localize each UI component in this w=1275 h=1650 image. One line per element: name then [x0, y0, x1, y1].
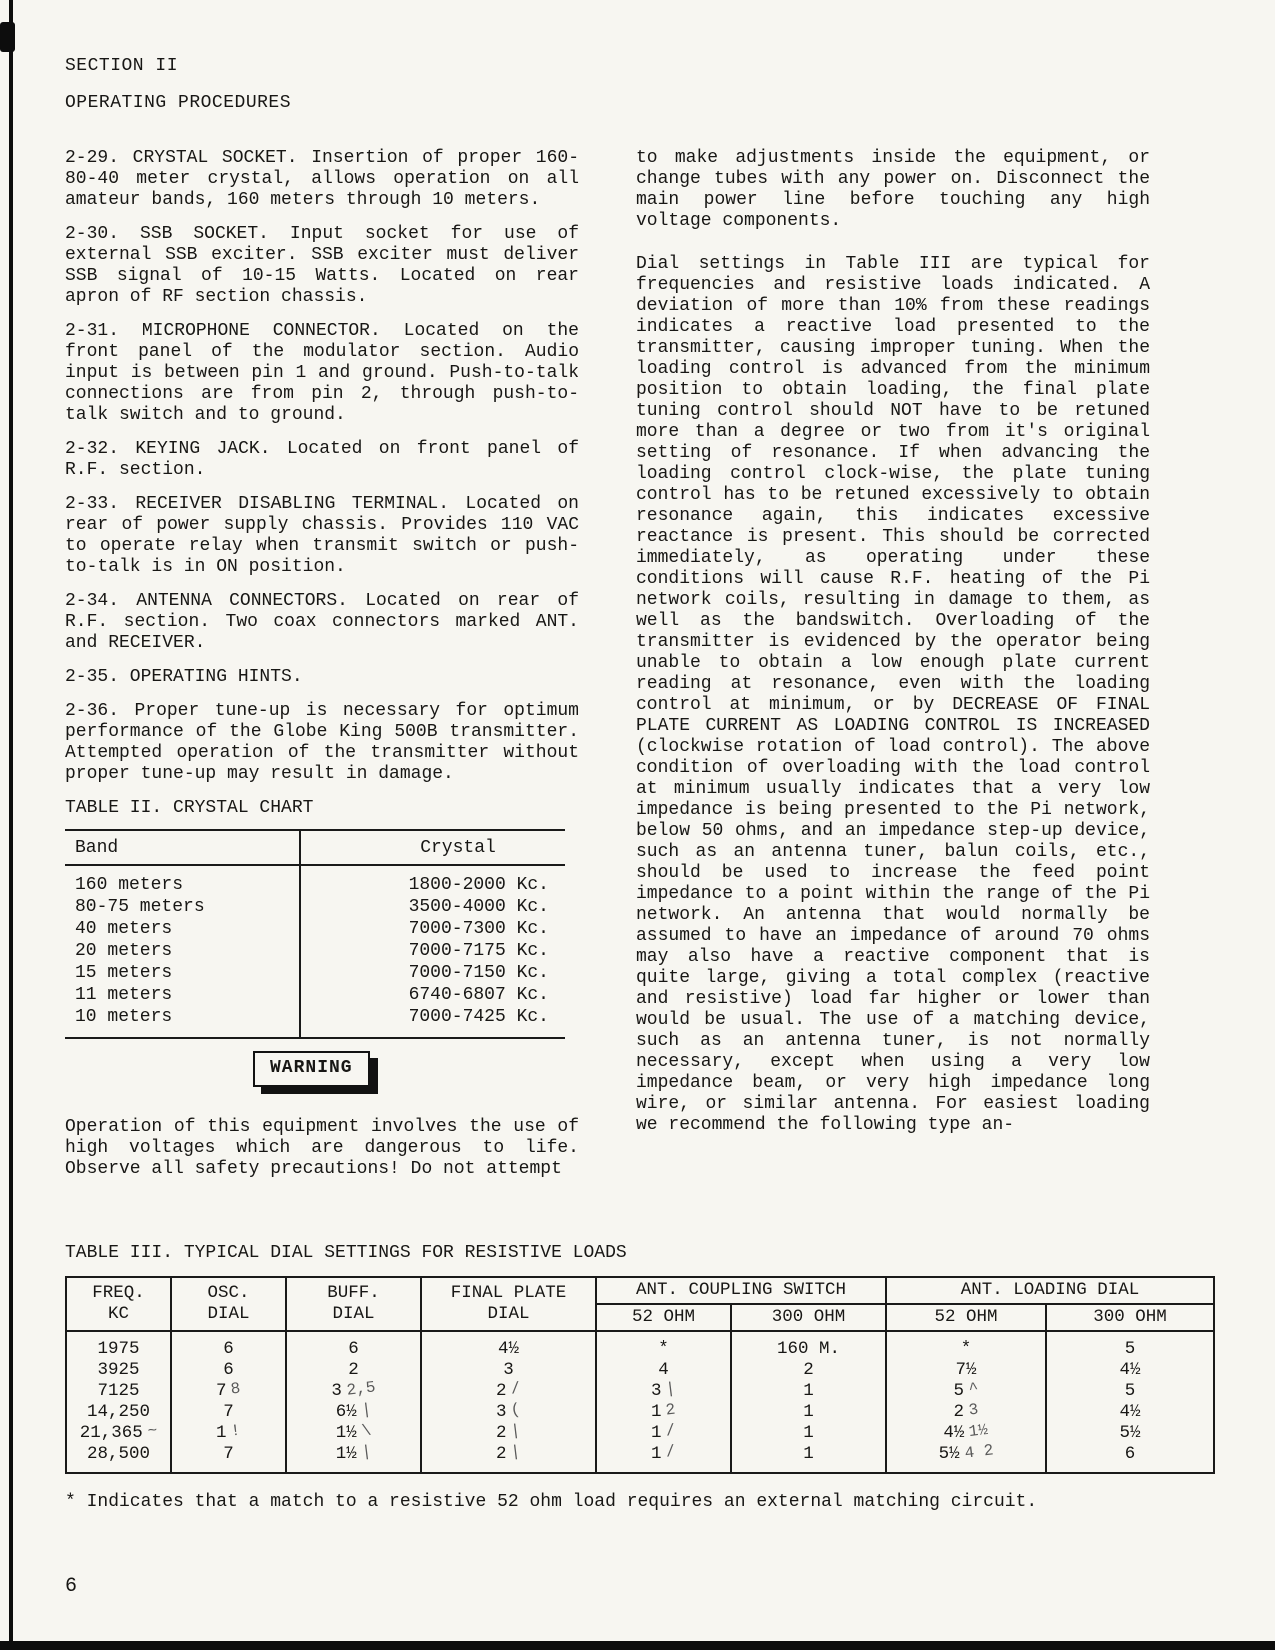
table-cell	[886, 1420, 1046, 1444]
typed-value: 1½	[335, 1444, 357, 1464]
table-cell	[886, 1402, 1046, 1423]
table-cell: 1	[731, 1381, 886, 1402]
paragraph: 2-36. Proper tune-up is necessary for optimum performance of the Globe King 500B transmitter. Attempted operation of the transmitter without proper tune-up may result in damage.	[65, 701, 579, 784]
handwritten-note: 8	[230, 1379, 242, 1399]
table-cell	[286, 1444, 421, 1473]
header-text: BUFF.	[327, 1283, 380, 1303]
col-header-osc	[171, 1277, 286, 1331]
table-cell: 3925	[66, 1360, 171, 1381]
paragraph: 2-34. ANTENNA CONNECTORS. Located on rear of R.F. section. Two coax connectors marked ANT. and RECEIVER.	[65, 591, 579, 653]
typed-value: 4½	[943, 1423, 965, 1443]
warning-container	[65, 1051, 579, 1103]
typed-value: 6½	[335, 1402, 357, 1422]
table-row	[66, 1331, 1214, 1360]
typed-value: 2	[953, 1402, 964, 1422]
section-title: SECTION II	[65, 56, 179, 76]
table-row	[65, 896, 565, 918]
paragraph: 2-30. SSB SOCKET. Input socket for use of external SSB exciter. SSB exciter must deliver SSB signal of 10-15 Watts. Located on rear apron of RF section chassis.	[65, 224, 579, 307]
table-cell: 7	[171, 1444, 286, 1473]
table-cell: 5	[1046, 1381, 1214, 1402]
table-cell	[596, 1444, 731, 1473]
table-cell: 5	[1046, 1331, 1214, 1360]
table-cell: *	[886, 1331, 1046, 1360]
handwritten-note: |	[360, 1442, 373, 1462]
bottom-section	[65, 1243, 1213, 1598]
table-row	[65, 962, 565, 984]
col-header-final-plate	[421, 1277, 596, 1331]
table-cell: 7125	[66, 1381, 171, 1402]
handwritten-note: /	[510, 1379, 522, 1399]
table-cell	[286, 1402, 421, 1423]
warning-label: WARNING	[270, 1058, 353, 1078]
handwritten-note: ^	[967, 1379, 980, 1399]
typed-value: 5½	[938, 1444, 960, 1464]
table-cell: 6	[171, 1331, 286, 1360]
handwritten-note: 2	[665, 1400, 677, 1420]
handwritten-note: 3	[967, 1400, 980, 1420]
table2-header-row	[65, 830, 565, 865]
scan-artifact-bottom-edge	[0, 1641, 1275, 1650]
subheader-loading-52ohm: 52 OHM	[886, 1304, 1046, 1331]
handwritten-note: \	[360, 1421, 373, 1441]
paragraph: 2-31. MICROPHONE CONNECTOR. Located on the front panel of the modulator section. Audio input is between pin 1 and ground. Push-to-talk connections are from pin 2, through push-to-talk switch and to ground.	[65, 321, 579, 425]
table-cell: 6	[286, 1331, 421, 1360]
table-cell: 2	[286, 1360, 421, 1381]
document-header	[65, 56, 1213, 114]
typed-value: 1½	[335, 1423, 357, 1443]
col-header-ant-coupling: ANT. COUPLING SWITCH	[596, 1277, 886, 1304]
table-cell: 7	[171, 1402, 286, 1423]
table-cell	[66, 1423, 171, 1444]
typed-value: 3	[650, 1381, 662, 1401]
paragraph: 2-35. OPERATING HINTS.	[65, 667, 303, 687]
table-cell: 10 meters	[65, 1006, 300, 1038]
left-column	[65, 148, 579, 1193]
typed-value: 1	[650, 1423, 662, 1443]
paragraph: 2-33. RECEIVER DISABLING TERMINAL. Located on rear of power supply chassis. Provides 110 VAC to operate relay when transmit switch or push-to-talk is in ON position.	[65, 494, 579, 577]
table-cell	[421, 1423, 596, 1444]
table-cell: 1800-2000 Kc.	[408, 875, 549, 895]
typed-value: 1	[650, 1402, 662, 1422]
paragraph: Dial settings in Table III are typical for frequencies and resistive loads indicated. A deviation of more than 10% from these readings indicates a reactive load presented to the transmitter, causing improper tuning. When the loading control is advanced from the minimum position to obtain loading, the final plate tuning control should NOT have to be retuned more than a degree or two from it's original setting of resonance. If when advancing the loading control clock-wise, the plate tuning control has to be retuned excessively to obtain resonance again, this indicates excessive reactance is present. This should be corrected immediately, as operating under these conditions will cause R.F. heating of the Pi network coils, resulting in damage to them, as well as the bandswitch. Overloading of the transmitter is evidenced by the operator being unable to obtain a low enough plate current reading at resonance, even with the loading control at minimum, or by DECREASE OF FINAL PLATE CURRENT AS LOADING CONTROL IS INCREASED (clockwise rotation of load control). The above condition of overloading with the load control at minimum usually indicates that a very low impedance is being presented to the Pi network, below 50 ohms, and an impedance step-up device, such as an antenna tuner, balun coils, etc., should be used to increase the feed point impedance to a point within the range of the Pi network. An antenna that would normally be assumed to have an impedance of around 70 ohms may also have a reactive component that is quite large, giving a total complex (reactive and resistive) load far higher or lower than would be usual. The use of a matching device, such as an antenna tuner, is not normally necessary, except when using a very low impedance beam, or very high impedance long wire, or similar antenna. For easiest loading we recommend the following type an-	[636, 254, 1150, 1135]
page-number: 6	[65, 1575, 78, 1598]
handwritten-note: 2,5	[345, 1378, 377, 1400]
table-cell	[886, 1441, 1046, 1473]
table-cell: 160 M.	[731, 1331, 886, 1360]
header-text: OSC.	[207, 1283, 250, 1303]
table-row	[66, 1423, 1214, 1444]
table2-header-band: Band	[65, 830, 300, 865]
table-cell: 15 meters	[65, 962, 300, 984]
table-cell	[886, 1381, 1046, 1402]
table-cell	[421, 1381, 596, 1402]
handwritten-note: 4 2	[963, 1441, 995, 1463]
typed-value: 3	[331, 1381, 342, 1401]
table-cell: 14,250	[66, 1402, 171, 1423]
handwritten-note: /	[665, 1442, 677, 1462]
table-cell	[171, 1423, 286, 1444]
header-text: KC	[107, 1304, 129, 1324]
table-cell: 4½	[1046, 1402, 1214, 1423]
table-cell: 40 meters	[65, 918, 300, 940]
handwritten-note: ~	[146, 1421, 159, 1441]
table-cell	[286, 1423, 421, 1444]
table-cell: 7000-7300 Kc.	[408, 919, 549, 939]
table-cell: 7½	[886, 1360, 1046, 1381]
table-cell: 1975	[66, 1331, 171, 1360]
table-cell: *	[596, 1331, 731, 1360]
header-text: FREQ.	[92, 1283, 145, 1303]
paragraph: 2-29. CRYSTAL SOCKET. Insertion of proper 160-80-40 meter crystal, allows operation on all amateur bands, 160 meters through 10 meters.	[65, 148, 579, 210]
subheader-coupling-52ohm: 52 OHM	[596, 1304, 731, 1331]
typed-value: 1	[215, 1423, 227, 1443]
subheader-coupling-300ohm: 300 OHM	[731, 1304, 886, 1331]
table-cell: 7000-7175 Kc.	[408, 941, 549, 961]
typed-value: 21,365	[79, 1423, 143, 1443]
table-cell: 20 meters	[65, 940, 300, 962]
table-cell: 6	[171, 1360, 286, 1381]
table-cell	[421, 1402, 596, 1423]
typed-value: 2	[495, 1444, 507, 1464]
left-paragraphs	[65, 148, 579, 785]
table-cell: 11 meters	[65, 984, 300, 1006]
paragraph: to make adjustments inside the equipment, or change tubes with any power on. Disconnect the main power line before touching any high voltage components.	[636, 148, 1150, 231]
table-row	[65, 865, 565, 896]
col-header-buff	[286, 1277, 421, 1331]
header-text: DIAL	[332, 1304, 375, 1324]
right-column	[636, 148, 1150, 1193]
header-text: DIAL	[487, 1304, 530, 1324]
warning-paragraph: Operation of this equipment involves the use of high voltages which are dangerous to life. Observe all safety precautions! Do not attempt	[65, 1117, 579, 1179]
table-cell	[171, 1381, 286, 1402]
table2-header-crystal: Crystal	[300, 830, 565, 865]
table-cell: 4½	[1046, 1360, 1214, 1381]
table-cell: 28,500	[66, 1444, 171, 1473]
table-cell: 160 meters	[65, 865, 300, 896]
typed-value: 7	[215, 1381, 227, 1401]
table-cell: 4½	[421, 1331, 596, 1360]
table-row	[65, 1006, 565, 1038]
table-cell: 6	[1046, 1444, 1214, 1473]
table-cell: 6740-6807 Kc.	[408, 985, 549, 1005]
table-row	[66, 1381, 1214, 1402]
table-cell	[596, 1402, 731, 1423]
table3-body	[66, 1331, 1214, 1473]
typed-value: 2	[495, 1423, 507, 1443]
page-content	[65, 56, 1213, 1598]
table-cell: 3500-4000 Kc.	[408, 897, 549, 917]
table-cell: 2	[731, 1360, 886, 1381]
typed-value: 2	[495, 1381, 507, 1401]
col-header-freq	[66, 1277, 171, 1331]
paragraph: 2-32. KEYING JACK. Located on front panel of R.F. section.	[65, 439, 579, 480]
table-cell: 7000-7150 Kc.	[408, 963, 549, 983]
dial-settings-table	[65, 1276, 1215, 1474]
table-cell	[596, 1381, 731, 1402]
table2-title: TABLE II. CRYSTAL CHART	[65, 798, 314, 818]
handwritten-note: /	[665, 1421, 677, 1441]
header-text: FINAL PLATE	[450, 1283, 567, 1303]
table-cell	[421, 1444, 596, 1473]
scan-artifact-corner	[0, 22, 15, 52]
handwritten-note: |	[510, 1421, 522, 1441]
handwritten-note: !	[230, 1421, 242, 1441]
table-cell: 4	[596, 1360, 731, 1381]
right-paragraphs	[636, 148, 1150, 1136]
table3-title: TABLE III. TYPICAL DIAL SETTINGS FOR RESISTIVE LOADS	[65, 1243, 627, 1263]
scan-artifact-left-edge	[9, 0, 13, 1644]
subheader-loading-300ohm: 300 OHM	[1046, 1304, 1214, 1331]
handwritten-note: |	[360, 1400, 373, 1420]
two-column-body	[65, 148, 1150, 1193]
crystal-chart-table	[65, 829, 565, 1039]
table-cell: 3	[421, 1360, 596, 1381]
footnote: * Indicates that a match to a resistive 52 ohm load requires an external matching circuit.	[65, 1492, 1038, 1512]
typed-value: 1	[650, 1444, 662, 1464]
typed-value: 5	[953, 1381, 964, 1401]
table-cell: 1	[731, 1423, 886, 1444]
table-row	[65, 984, 565, 1006]
table-cell: 7000-7425 Kc.	[408, 1007, 549, 1027]
section-subtitle: OPERATING PROCEDURES	[65, 93, 292, 113]
table-row	[65, 940, 565, 962]
table-cell: 80-75 meters	[65, 896, 300, 918]
table-row	[66, 1444, 1214, 1473]
col-header-ant-loading: ANT. LOADING DIAL	[886, 1277, 1214, 1304]
handwritten-note: |	[510, 1442, 522, 1462]
table-cell: 5½	[1046, 1423, 1214, 1444]
table-row	[65, 918, 565, 940]
handwritten-note: 1½	[968, 1420, 990, 1442]
handwritten-note: |	[665, 1379, 677, 1399]
table-cell: 1	[731, 1402, 886, 1423]
handwritten-note: (	[510, 1400, 522, 1420]
table3-header-row-1	[66, 1277, 1214, 1304]
table-cell: 1	[731, 1444, 886, 1473]
table-cell	[596, 1423, 731, 1444]
warning-box	[253, 1051, 370, 1087]
table-cell	[286, 1378, 421, 1402]
table2-body	[65, 865, 565, 1038]
header-text: DIAL	[207, 1304, 250, 1324]
typed-value: 3	[495, 1402, 507, 1422]
